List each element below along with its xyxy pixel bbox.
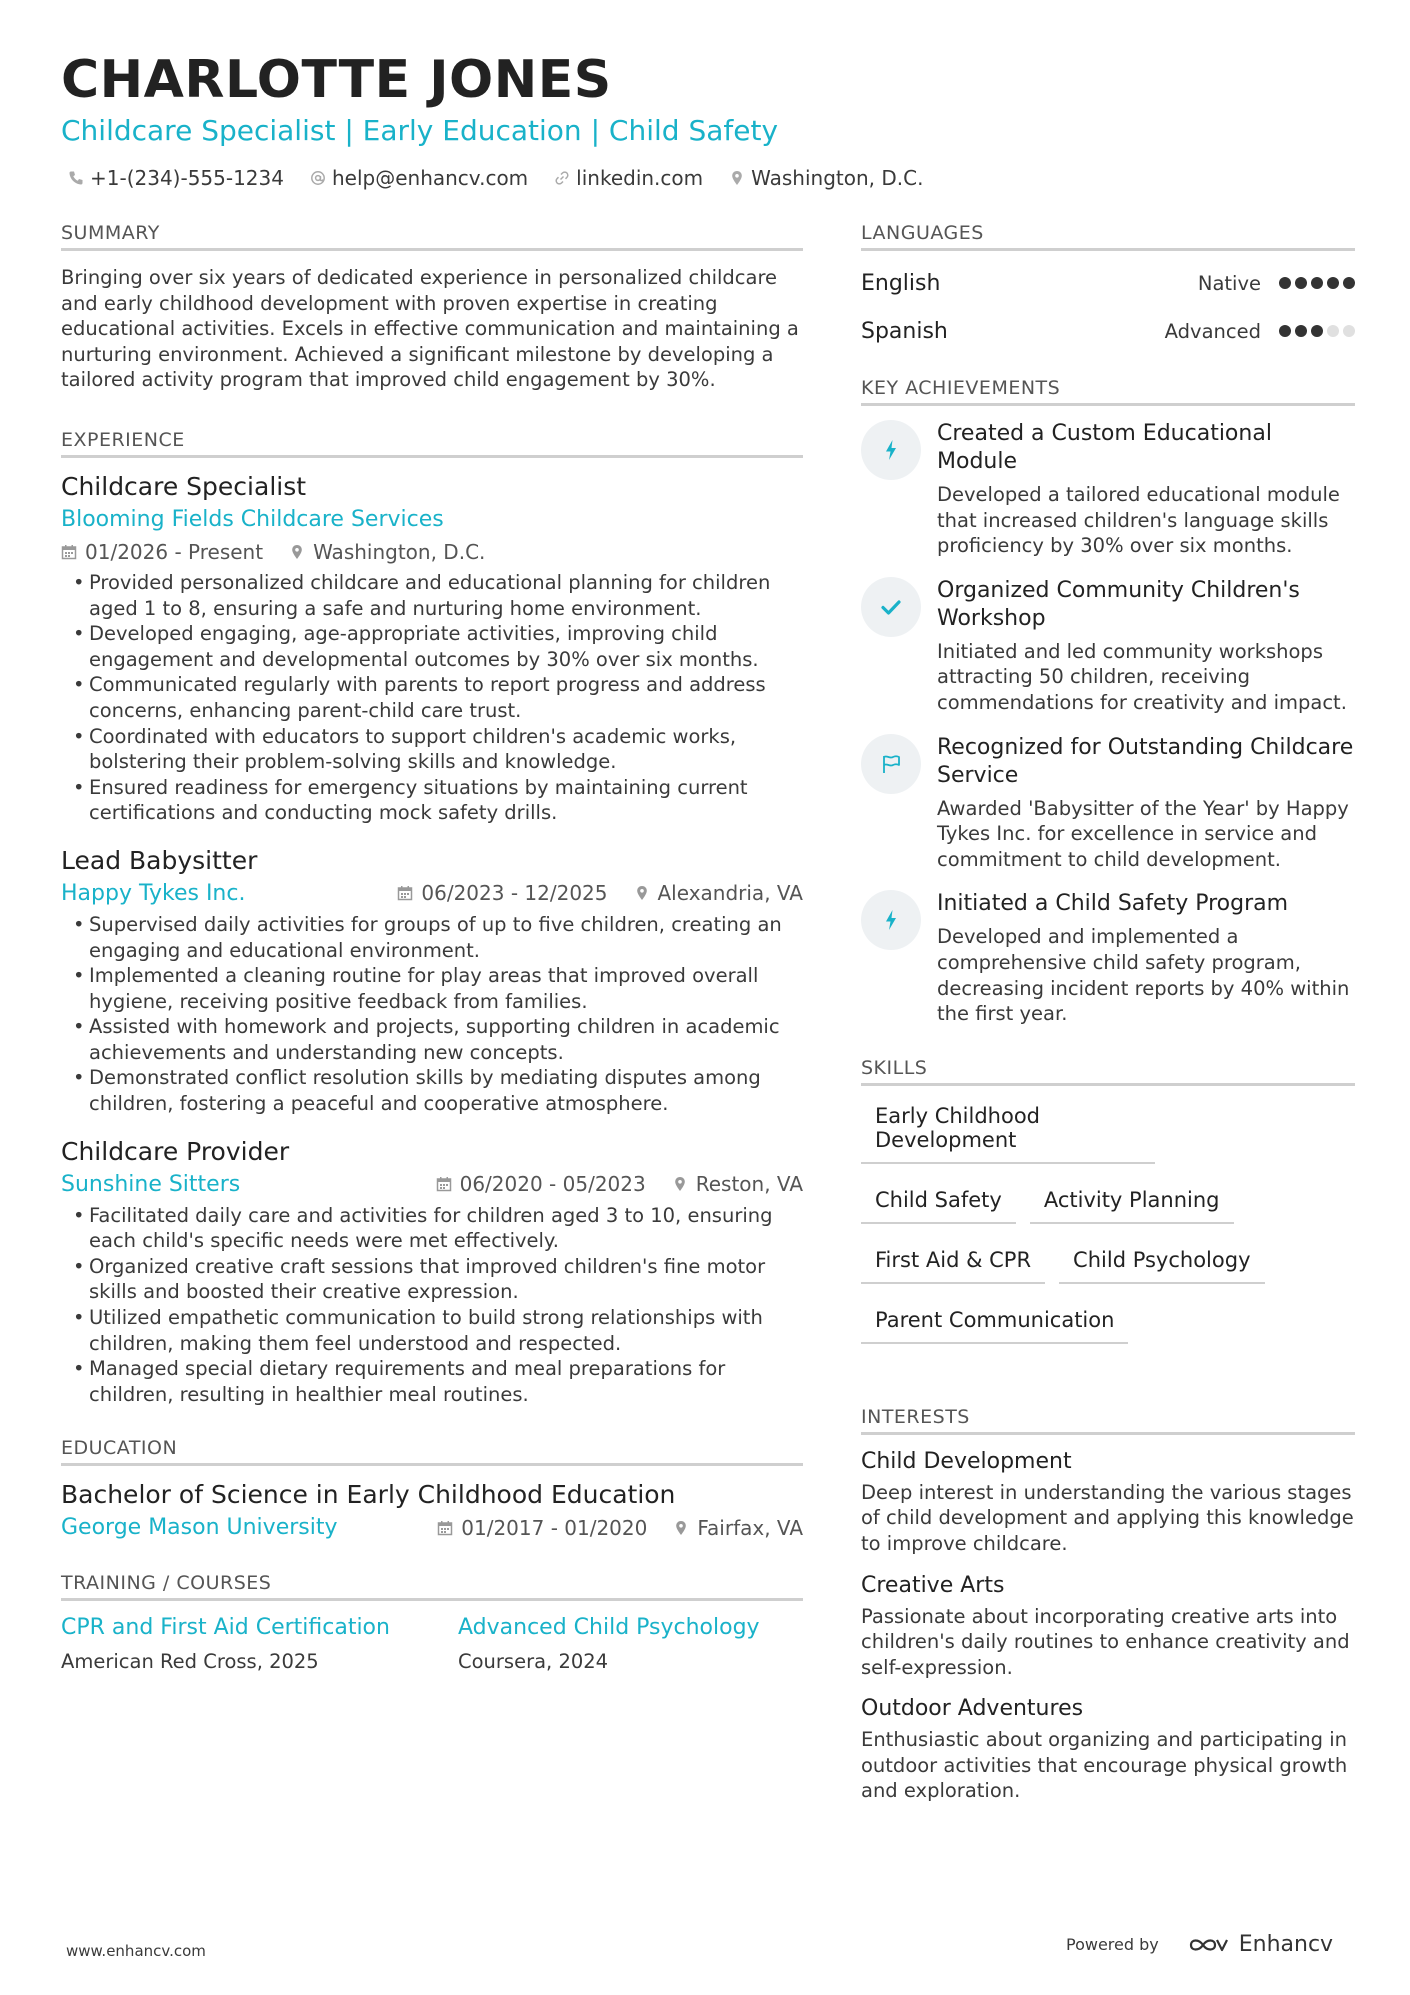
interests-section xyxy=(861,1406,1355,1804)
course-title: Advanced Child Psychology xyxy=(458,1615,760,1641)
job-entry xyxy=(61,846,803,1117)
right-column xyxy=(861,222,1355,1820)
achievement-title: Initiated a Child Safety Program xyxy=(937,891,1289,917)
achievement-title: Created a Custom Educational Module xyxy=(937,421,1272,474)
link-icon xyxy=(554,170,570,186)
job-dates xyxy=(436,1172,646,1196)
experience-section xyxy=(61,429,803,1407)
course-title: CPR and First Aid Certification xyxy=(61,1615,390,1641)
languages-section xyxy=(861,222,1355,355)
candidate-name: CHARLOTTE JONES xyxy=(61,50,612,110)
location-pin-icon xyxy=(289,544,305,560)
rating-dot-filled xyxy=(1295,325,1307,337)
interest-item xyxy=(861,1696,1355,1804)
course-provider: American Red Cross, 2025 xyxy=(61,1650,319,1674)
bullet-item: • Communicated regularly with parents to report progress and address concerns, enhancing parent-child care trust. xyxy=(73,673,766,722)
job-location xyxy=(289,540,485,564)
lightning-icon xyxy=(879,438,903,462)
phone-icon xyxy=(68,170,84,186)
interest-title: Outdoor Adventures xyxy=(861,1696,1084,1722)
bullet-item: • Managed special dietary requirements and meal preparations for children, resulting in healthier meal routines. xyxy=(73,1357,726,1406)
job-title: Lead Babysitter xyxy=(61,845,258,875)
degree-title: Bachelor of Science in Early Childhood Education xyxy=(61,1480,676,1510)
section-title-experience: EXPERIENCE xyxy=(61,429,803,458)
skills-section xyxy=(861,1057,1355,1344)
job-bullets xyxy=(61,570,803,826)
school-name: George Mason University xyxy=(61,1515,338,1541)
language-item xyxy=(861,259,1355,307)
language-rating xyxy=(1279,325,1355,337)
education-meta xyxy=(61,1515,803,1540)
job-location-text: Reston, VA xyxy=(695,1172,803,1197)
bullet-item: • Organized creative craft sessions that improved children's fine motor skills and boosted their creative expression. xyxy=(73,1254,766,1304)
rating-dot-filled xyxy=(1343,277,1355,289)
check-icon xyxy=(879,595,903,619)
rating-dot-filled xyxy=(1311,277,1323,289)
job-entry xyxy=(61,1137,803,1408)
email-text: help@enhancv.com xyxy=(331,166,529,190)
language-rating xyxy=(1279,277,1355,289)
skills-list xyxy=(861,1096,1355,1344)
language-level: Native xyxy=(1197,271,1261,295)
rating-dot-filled xyxy=(1295,277,1307,289)
location-pin-icon xyxy=(729,170,745,186)
calendar-icon xyxy=(61,544,77,560)
job-bullets xyxy=(61,1203,803,1408)
training-section xyxy=(61,1572,803,1673)
bullet-item: • Developed engaging, age-appropriate activities, improving child engagement and developmental outcomes by 30% over six months. xyxy=(73,622,759,671)
job-dates-text: 01/2026 - Present xyxy=(85,539,264,564)
job-dates-text: 06/2023 - 12/2025 xyxy=(421,881,608,906)
calendar-icon xyxy=(397,885,413,901)
skill-tag: Child Safety xyxy=(861,1180,1016,1224)
job-meta xyxy=(61,540,803,564)
achievement-item xyxy=(861,734,1355,873)
powered-by-text: Powered by xyxy=(1066,1935,1159,1954)
course-provider: Coursera, 2024 xyxy=(458,1650,609,1674)
contact-email[interactable] xyxy=(310,166,528,190)
job-company: Happy Tykes Inc. xyxy=(61,880,246,906)
interest-desc: Passionate about incorporating creative arts into children's daily routines to enhance creativity and self-expression. xyxy=(861,1604,1350,1679)
section-title-interests: INTERESTS xyxy=(861,1406,1355,1435)
linkedin-text: linkedin.com xyxy=(576,166,704,190)
rating-dot-filled xyxy=(1279,277,1291,289)
lightning-icon xyxy=(879,908,903,932)
bullet-item: • Provided personalized childcare and educational planning for children aged 1 to 8, ensuring a safe and nurturing home environment. xyxy=(73,570,771,620)
education-dates: 01/2017 - 01/2020 xyxy=(437,1516,647,1540)
rating-dot-empty xyxy=(1327,325,1339,337)
bullet-item: • Assisted with homework and projects, supporting children in academic achievements and understanding new concepts. xyxy=(73,1015,780,1064)
summary-section xyxy=(61,222,803,393)
achievement-item xyxy=(861,577,1355,716)
location-pin-icon xyxy=(672,1176,688,1192)
job-dates xyxy=(61,540,263,564)
education-section xyxy=(61,1437,803,1540)
job-title: Childcare Specialist xyxy=(61,471,307,501)
bullet-item: • Ensured readiness for emergency situations by maintaining current certifications and conducting mock safety drills. xyxy=(73,775,748,825)
job-bullets xyxy=(61,912,803,1117)
job-company: Blooming Fields Childcare Services xyxy=(61,506,444,532)
course-item xyxy=(61,1615,406,1673)
interest-title: Child Development xyxy=(861,1448,1072,1474)
achievement-desc: Awarded 'Babysitter of the Year' by Happy Tykes Inc. for excellence in service and commitment to child development. xyxy=(937,796,1349,871)
achievement-desc: Initiated and led community workshops attracting 50 children, receiving commendations for creativity and impact. xyxy=(937,639,1347,714)
job-location xyxy=(672,1172,803,1196)
achievement-desc: Developed and implemented a comprehensive child safety program, decreasing incident reports by 40% within the first year. xyxy=(937,925,1350,1026)
section-title-training: TRAINING / COURSES xyxy=(61,1572,803,1601)
achievements-section xyxy=(861,377,1355,1027)
courses-list xyxy=(61,1615,803,1673)
skill-tag: Early Childhood Development xyxy=(861,1096,1155,1164)
bullet-item: • Supervised daily activities for groups of up to five children, creating an engaging and educational environment. xyxy=(73,912,782,962)
job-location xyxy=(634,881,804,905)
section-title-skills: SKILLS xyxy=(861,1057,1355,1086)
achievement-desc: Developed a tailored educational module that increased children's language skills proficiency by 30% over six months. xyxy=(937,483,1340,558)
interest-item xyxy=(861,1449,1355,1557)
skill-tag: First Aid & CPR xyxy=(861,1240,1045,1284)
rating-dot-filled xyxy=(1311,325,1323,337)
interest-desc: Enthusiastic about organizing and participating in outdoor activities that encourage physical growth and exploration. xyxy=(861,1728,1348,1803)
education-location: Fairfax, VA xyxy=(673,1516,803,1540)
job-meta xyxy=(61,1172,803,1197)
brand-logo[interactable] xyxy=(1187,1932,1333,1957)
left-column xyxy=(61,222,803,1673)
language-item xyxy=(861,307,1355,355)
interest-item xyxy=(861,1573,1355,1681)
job-location-text: Washington, D.C. xyxy=(313,539,486,564)
interest-title: Creative Arts xyxy=(861,1572,1005,1598)
bullet-item: • Facilitated daily care and activities for children aged 3 to 10, ensuring each child's specific needs were met effectively. xyxy=(73,1203,773,1253)
section-title-achievements: KEY ACHIEVEMENTS xyxy=(861,377,1355,406)
skill-tag: Child Psychology xyxy=(1059,1240,1264,1284)
at-icon xyxy=(310,170,326,186)
contact-bar xyxy=(68,166,923,190)
job-dates-text: 06/2020 - 05/2023 xyxy=(459,1172,646,1197)
rating-dot-filled xyxy=(1327,277,1339,289)
bullet-item: • Coordinated with educators to support children's academic works, bolstering their problem-solving skills and knowledge. xyxy=(73,724,737,774)
job-company: Sunshine Sitters xyxy=(61,1171,241,1197)
skill-tag: Parent Communication xyxy=(861,1300,1128,1344)
language-name: English xyxy=(861,270,941,296)
achievement-title: Recognized for Outstanding Childcare Service xyxy=(937,734,1354,788)
rating-dot-empty xyxy=(1343,325,1355,337)
phone-text: +1-(234)-555-1234 xyxy=(90,166,284,190)
brand-name: Enhancv xyxy=(1238,1932,1334,1957)
calendar-icon xyxy=(436,1176,452,1192)
achievement-item xyxy=(861,420,1355,559)
rating-dot-filled xyxy=(1279,325,1291,337)
enhancv-logo-icon xyxy=(1187,1934,1231,1956)
location-text: Washington, D.C. xyxy=(751,166,924,190)
job-entry xyxy=(61,472,803,826)
bullet-item: • Utilized empathetic communication to build strong relationships with children, making them feel understood and respected. xyxy=(73,1306,763,1355)
skill-tag: Activity Planning xyxy=(1030,1180,1234,1224)
headline: Childcare Specialist | Early Education | Child Safety xyxy=(61,114,779,147)
location-pin-icon xyxy=(634,885,650,901)
language-name: Spanish xyxy=(861,318,948,344)
contact-linkedin[interactable] xyxy=(554,166,703,190)
section-title-summary: SUMMARY xyxy=(61,222,803,251)
contact-location xyxy=(729,166,923,190)
flag-icon xyxy=(879,752,903,776)
achievement-title: Organized Community Children's Workshop xyxy=(937,577,1300,631)
job-location-text: Alexandria, VA xyxy=(657,881,803,906)
bullet-item: • Implemented a cleaning routine for play areas that improved overall hygiene, receiving positive feedback from families. xyxy=(73,964,759,1013)
course-item xyxy=(458,1615,803,1673)
section-title-languages: LANGUAGES xyxy=(861,222,1355,251)
section-title-education: EDUCATION xyxy=(61,1437,803,1466)
job-dates xyxy=(397,881,607,905)
summary-text: Bringing over six years of dedicated experience in personalized childcare and early childhood development with proven expertise in creating educational activities. Excels in effective communication and maintaining a nurturing environment. Achieved a significant milestone by developing a tailored activity program that improved child engagement by 30%. xyxy=(61,266,799,392)
achievement-item xyxy=(861,890,1355,1026)
footer-website[interactable]: www.enhancv.com xyxy=(66,1942,206,1960)
footer-branding xyxy=(1066,1932,1333,1957)
language-level: Advanced xyxy=(1164,319,1261,343)
interest-desc: Deep interest in understanding the various stages of child development and applying this knowledge to improve childcare. xyxy=(861,1480,1354,1555)
contact-phone[interactable] xyxy=(68,166,284,190)
job-title: Childcare Provider xyxy=(61,1136,290,1166)
job-meta xyxy=(61,881,803,906)
location-pin-icon xyxy=(673,1520,689,1536)
calendar-icon xyxy=(437,1520,453,1536)
bullet-item: • Demonstrated conflict resolution skills by mediating disputes among children, fostering a peaceful and cooperative atmosphere. xyxy=(73,1066,761,1116)
